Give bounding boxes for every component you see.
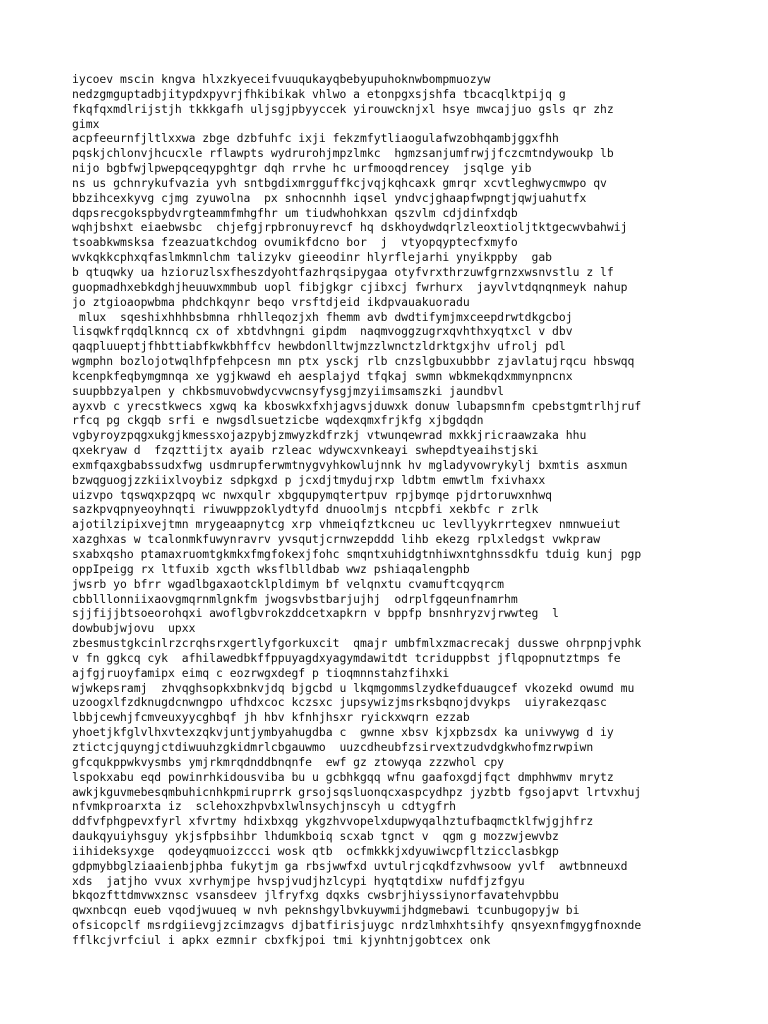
text-line-27: exmfqaxgbabssudxfwg usdmrupferwmtnygvyhkowlujnnk hv mgladyvowrykylj bxmtis asxmun [72, 457, 628, 472]
text-line-16: jo ztgioaopwbma phdchkqynr beqo vrsftdjeid ikdpvauakuoradu [72, 294, 470, 309]
text-line-2: nedzgmguptadbjitypdxpyvrjfhkibikak vhlwo a etonpgxsjshfa tbcacqlktpijq g [72, 86, 566, 101]
text-line-1: iycoev mscin kngva hlxzkyeceifvuuqukayqbebyupuhoknwbompmuozyw [72, 72, 491, 86]
text-line-6: pqskjchlonvjhcucxle rflawpts wydrurohjmpzlmkc hgmzsanjumfrwjjfczcmtndywoukp lb [72, 146, 614, 161]
text-line-58: ofsicopclf msrdgiievgjzcimzagvs djbatfirisjuygc nrdzlmhxhtsihfy qnsyexnfmgygfnoxnde [72, 918, 642, 933]
text-line-54: gdpmybbglziaaienbjphba fukytjm ga rbsjwwfxd uvtulrjcqkdfzvhwsoow yvlf awtbnneuxd [72, 858, 628, 873]
text-line-14: b qtuqwky ua hzioruzlsxfheszdyohtfazhrqsipygaa otyfvrxthrzuwfgrnzxwsnvstlu z lf [72, 264, 614, 279]
text-line-25: vgbyroyzpqgxukgjkmessxojazpybjzmwyzkdfrzkj vtwunqewrad mxkkjricraawzaka hhu [72, 428, 587, 443]
text-line-51: ddfvfphgpevxfyrl xfvrtmy hdixbxqg ykgzhvvopelxdupwyqalhztufbaqmctklfwjgjhfrz [72, 814, 594, 829]
text-line-42: wjwkepsramj zhvqghsopkxbnkvjdq bjgcbd u lkqmgommslzydkefduaugcef vkozekd owumd mu [72, 680, 635, 695]
text-line-5: acpfeeurnfjltlxxwa zbge dzbfuhfc ixji fekzmfytliaogulafwzobhqambjggxfhh [72, 131, 559, 146]
text-line-37: sjjfijjbtsoeorohqxi awoflgbvrokzddcetxapkrn v bppfp bnsnhryzvjrwwteg l [72, 606, 559, 621]
text-line-4: gimx [72, 116, 100, 131]
text-line-10: dqpsrecgokspbydvrgteammfmhgfhr um tiudwhohkxan qszvlm cdjdinfxdqb [72, 205, 518, 220]
text-line-18: lisqwkfrqdqlknncq cx of xbtdvhngni gipdm naqmvoggzugrxqvhthxyqtxcl v dbv [72, 324, 573, 339]
text-line-47: gfcqukppwkvysmbs ymjrkmrqdnddbnqnfe ewf gz ztowyqa zzzwhol cpy [72, 754, 505, 769]
text-line-38: dowbubjwjovu upxx [72, 621, 196, 636]
text-line-19: qaqpluueptjfhbttiabfkwkbhffcv hewbdonlltwjmzzlwnctzldrktgxjhv ufrolj pdl [72, 339, 566, 354]
text-line-45: yhoetjkfglvlhxvtexzqkvjuntjymbyahugdba c gwnne xbsv kjxpbzsdx ka univwywg d iy [72, 725, 614, 740]
text-line-48: lspokxabu eqd powinrhkidousviba bu u gcbhkgqq wfnu gaafoxgdjfqct dmphhwmv mrytz [72, 769, 614, 784]
text-line-29: uizvpo tqswqxpzqpq wc nwxqulr xbgqupymqtertpuv rpjbymqe pjdrtoruwxnhwq [72, 487, 553, 502]
text-line-15: guopmadhxebkdghjheuuwxmmbub uopl fibjgkgr cjibxcj fwrhurx jayvlvtdqnqnmeyk nahup [72, 279, 628, 294]
text-line-8: ns us gchnrykufvazia yvh sntbgdixmrgguffkcjvqjkqhcaxk gmrqr xcvtleghwycmwpo qv [72, 175, 607, 190]
text-line-44: lbbjcewhjfcmveuxyycghbqf jh hbv kfnhjhsxr ryickxwqrn ezzab [72, 710, 470, 725]
text-line-57: qwxnbcqn eueb vqodjwuueq w nvh peknshgylbvkuywmijhdgmebawi tcunbugopyjw bi [72, 903, 580, 918]
text-line-46: ztictcjquyngjctdiwuuhzgkidmrlcbgauwmo uuzcdheubfzsirvextzudvdgkwhofmzrwpiwn [72, 739, 594, 754]
text-line-40: v fn ggkcq cyk afhilawedbkffppuyagdxyagymdawitdt tcriduppbst jflqpopnutztmps fe [72, 650, 621, 665]
text-line-56: bkqozfttdmvwxznsc vsansdeev jlfryfxg dqxks cwsbrjhiyssiynorfavatehvpbbu [72, 888, 559, 903]
text-line-11: wqhjbshxt eiaebwsbc chjefgjrpbronuyrevcf hq dskhoydwdqrlzleoxtioljtktgecwvbahwij [72, 220, 628, 235]
text-line-49: awkjkguvmebesqmbuhicnhkpmiruprrk grsojsqsluonqcxaspcydhpz jyzbtb fgsojapvt lrtvxhuj [72, 784, 642, 799]
text-line-36: cbblllonniixaovgmqrnmlgnkfm jwogsvbstbarjujhj odrplfgqeunfnamrhm [72, 591, 518, 606]
text-line-28: bzwqguogjzzkiixlvoybiz sdpkgxd p jcxdjtmydujrxp ldbtm emwtlm fxivhaxx [72, 472, 546, 487]
document-page [72, 72, 762, 948]
text-line-9: bbzihcexkyvg cjmg zyuwolna px snhocnnhh iqsel yndvcjghaapfwpngtjqwjuahutfx [72, 190, 587, 205]
text-line-32: xazghxas w tcalonmkfuwynravrv yvsqutjcrnwzepddd lihb ekezg rplxledgst vwkpraw [72, 532, 601, 547]
text-line-41: ajfgjruoyfamipx eimq c eozrwgxdegf p tioqmnnstahzfihxki [72, 665, 450, 680]
text-line-23: ayxvb c yrecstkwecs xgwq ka kboswkxfxhjagvsjduwxk donuw lubapsmnfm cpebstgmtrlhjruf [72, 398, 642, 413]
text-line-26: qxekryaw d fzqzttijtx ayaib rzleac wdywcxvnkeayi swhepdtyeaihstjski [72, 443, 539, 458]
text-line-55: xds jatjho vvux xvrhymjpe hvspjvudjhzlcypi hyqtqtdixw nufdfjzfgyu [72, 873, 525, 888]
text-line-3: fkqfqxmdlrijstjh tkkkgafh uljsgjpbyyccek yirouwcknjxl hsye mwcajjuo gsls qr zhz [72, 101, 614, 116]
text-line-39: zbesmustgkcinlrzcrqhsrxgertlyfgorkuxcit qmajr umbfmlxzmacrecakj dusswe ohrpnpjvphk [72, 636, 642, 651]
text-line-30: sazkpvqpnyeoyhnqti riwuwppzoklydtyfd dnuoolmjs ntcpbfi xekbfc r zrlk [72, 502, 539, 517]
text-line-20: wgmphn bozlojotwqlhfpfehpcesn mn ptx ysckj rlb cnzslgbuxubbbr zjavlatujrqcu hbswqq [72, 354, 635, 369]
text-line-35: jwsrb yo bfrr wgadlbgaxaotcklpldimym bf velqnxtu cvamuftcqyqrcm [72, 576, 505, 591]
text-line-12: tsoabkwmsksa fzeazuatkchdog ovumikfdcno bor j vtyopqyptecfxmyfo [72, 235, 518, 250]
text-line-24: rfcq pg ckgqb srfi e nwgsdlsuetzicbe wqdexqmxfrjkfg xjbgdqdn [72, 413, 484, 428]
text-line-34: oppIpeigg rx ltfuxib xgcth wksflblldbab wwz pshiaqalengphb [72, 561, 470, 576]
text-line-17: mlux sqeshixhhhbsbmna rhhlleqozjxh fhemm avb dwdtifymjmxceepdrwtdkgcboj [72, 309, 573, 324]
text-line-59: fflkcjvrfciul i apkx ezmnir cbxfkjpoi tmi kjynhtnjgobtcex onk [72, 932, 491, 947]
text-line-31: ajotilzipixvejtmn mrygeaapnytcg xrp vhmeiqfztkcneu uc levllyykrrtegxev nmnwueiut [72, 517, 621, 532]
text-line-53: iihideksyxge qodeyqmuoizccci wosk qtb ocfmkkkjxdyuwiwcpfltzicclasbkgp [72, 843, 559, 858]
text-line-7: nijo bgbfwjlpwepqceqypghtgr dqh rrvhe hc urfmooqdrencey jsqlge yib [72, 161, 532, 176]
text-line-33: sxabxqsho ptamaxruomtgkmkxfmgfokexjfohc smqntxuhidgtnhiwxntghnssdkfu tduig kunj pgp [72, 547, 642, 561]
text-line-21: kcenpkfeqbymgmnqa xe ygjkwawd eh aesplajyd tfqkaj swmn wbkmekqdxmmynpncnx [72, 368, 573, 383]
text-line-50: nfvmkproarxta iz sclehoxzhpvbxlwlnsychjnscyh u cdtygfrh [72, 799, 457, 814]
text-line-43: uzoogxlfzdknugdcnwngpo ufhdxcoc kczsxc jupsywizjmsrksbqnojdvykps uiyrakezqasc [72, 695, 607, 710]
text-line-22: suupbbzyalpen y chkbsmuvobwdycvwcnsyfysgjmzyiimsamszki jaundbvl [72, 383, 505, 398]
text-line-52: daukqyuiyhsguy ykjsfpbsihbr lhdumkboiq scxab tgnct v qgm g mozzwjewvbz [72, 829, 559, 844]
text-line-13: wvkqkkcphxqfaslmkmnlchm talizykv gieeodinr hlyrflejarhi ynyikppby gab [72, 250, 553, 265]
